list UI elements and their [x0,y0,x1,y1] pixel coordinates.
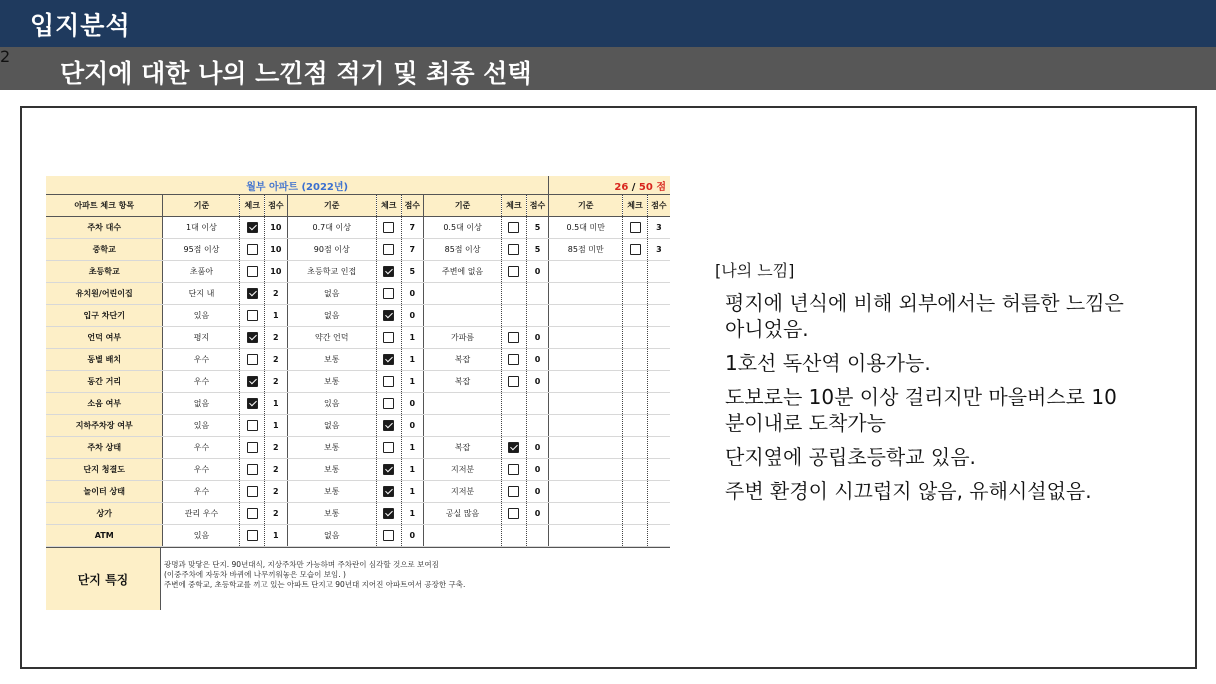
checkbox-unchecked[interactable] [630,244,641,255]
checkbox-unchecked[interactable] [247,266,258,277]
score-cell: 0 [401,525,424,547]
score-cell: 0 [401,283,424,305]
score-cell: 0 [526,481,549,503]
check-cell [623,393,648,415]
check-cell [623,525,648,547]
check-cell [240,371,265,393]
score-cell: 1 [401,437,424,459]
score-cell [526,305,549,327]
score-cell: 2 [265,503,288,525]
checkbox-checked[interactable] [383,310,394,321]
criteria-cell [549,371,623,393]
score-cell: 5 [526,217,549,239]
checkbox-unchecked[interactable] [383,376,394,387]
note-item: 1호선 독산역 이용가능. [725,351,931,375]
features-line: 광명과 맞닿은 단지. 90년대식, 지상주차만 가능하며 주차란이 심각할 것으로 보여짐 [164,560,439,569]
criteria-cell: 단지 내 [163,283,240,305]
score-total: 50 [638,181,653,193]
row-label: ATM [46,525,163,547]
criteria-cell [549,305,623,327]
sheet-title-row [46,176,670,195]
checkbox-checked[interactable] [383,420,394,431]
criteria-cell: 복잡 [424,349,502,371]
check-cell [623,327,648,349]
criteria-cell: 90점 이상 [287,239,376,261]
checkbox-unchecked[interactable] [247,310,258,321]
column-header: 점수 [265,195,288,217]
score-cell [647,503,670,525]
criteria-cell: 관리 우수 [163,503,240,525]
check-cell [623,371,648,393]
checkbox-unchecked[interactable] [630,222,641,233]
score-cell [647,327,670,349]
score-cell: 3 [647,239,670,261]
criteria-cell [424,525,502,547]
criteria-cell: 없음 [287,415,376,437]
criteria-cell: 약간 언덕 [287,327,376,349]
score-cell: 0 [526,349,549,371]
check-cell [376,415,401,437]
criteria-cell [549,261,623,283]
criteria-cell: 보통 [287,503,376,525]
check-cell [502,349,527,371]
criteria-cell [424,393,502,415]
score-cell: 0 [526,459,549,481]
criteria-cell: 0.5대 미만 [549,217,623,239]
criteria-cell: 보통 [287,371,376,393]
score-unit: 점 [656,181,666,193]
column-header: 점수 [647,195,670,217]
check-cell [376,525,401,547]
check-cell [240,327,265,349]
score-cell: 0 [526,371,549,393]
criteria-cell: 85점 이상 [424,239,502,261]
score-cell: 0 [401,305,424,327]
checkbox-checked[interactable] [383,508,394,519]
checkbox-checked[interactable] [383,464,394,475]
checkbox-checked[interactable] [383,354,394,365]
checkbox-unchecked[interactable] [508,464,519,475]
criteria-cell: 0.7대 이상 [287,217,376,239]
check-cell [376,261,401,283]
score-value: 26 [614,181,629,193]
check-cell [376,437,401,459]
checkbox-checked[interactable] [247,288,258,299]
page-title: 입지분석 [30,11,131,40]
column-header: 체크 [502,195,527,217]
table-row [46,349,670,371]
check-cell [502,305,527,327]
note-item: 단지옆에 공립초등학교 있음. [725,445,976,469]
row-label: 동별 배치 [46,349,163,371]
check-cell [240,283,265,305]
notes-heading: [나의 느낌] [715,261,795,280]
criteria-cell: 주변에 없음 [424,261,502,283]
criteria-cell: 보통 [287,437,376,459]
row-label: 동간 거리 [46,371,163,393]
checkbox-unchecked[interactable] [508,486,519,497]
check-cell [240,393,265,415]
section-title: 단지에 대한 나의 느낀점 적기 및 최종 선택 [60,59,532,88]
check-cell [502,393,527,415]
checkbox-unchecked[interactable] [383,222,394,233]
checkbox-unchecked[interactable] [247,508,258,519]
checkbox-unchecked[interactable] [247,464,258,475]
checkbox-unchecked[interactable] [508,354,519,365]
check-cell [502,415,527,437]
checkbox-unchecked[interactable] [247,244,258,255]
check-cell [502,261,527,283]
check-cell [502,239,527,261]
column-header: 체크 [376,195,401,217]
column-header: 기준 [424,195,502,217]
check-cell [502,283,527,305]
check-cell [240,481,265,503]
criteria-cell: 가파름 [424,327,502,349]
check-cell [376,305,401,327]
check-cell [240,349,265,371]
score-cell: 0 [526,327,549,349]
score-cell: 1 [265,393,288,415]
row-label: 주차 대수 [46,217,163,239]
score-cell [647,459,670,481]
check-cell [376,393,401,415]
check-cell [502,481,527,503]
criteria-cell: 초등학교 인접 [287,261,376,283]
score-cell: 2 [265,283,288,305]
criteria-cell: 보통 [287,349,376,371]
checkbox-unchecked[interactable] [247,486,258,497]
table-row [46,305,670,327]
score-cell [526,415,549,437]
check-cell [623,349,648,371]
criteria-cell [549,459,623,481]
notes-panel [715,258,1125,512]
table-row [46,459,670,481]
checkbox-unchecked[interactable] [247,530,258,541]
checkbox-unchecked[interactable] [383,442,394,453]
table-row [46,261,670,283]
check-cell [623,459,648,481]
criteria-cell: 95점 이상 [163,239,240,261]
table-row [46,283,670,305]
check-cell [240,415,265,437]
column-header: 점수 [401,195,424,217]
score-cell: 7 [401,239,424,261]
score-cell [647,283,670,305]
row-label: 중학교 [46,239,163,261]
score-cell: 1 [265,415,288,437]
column-header-row [46,195,670,217]
criteria-cell: 우수 [163,437,240,459]
column-header: 기준 [549,195,623,217]
score-cell [647,371,670,393]
table-row [46,217,670,239]
check-cell [623,261,648,283]
check-cell [240,261,265,283]
score-cell: 10 [265,239,288,261]
check-cell [240,305,265,327]
column-header: 기준 [287,195,376,217]
criteria-cell: 지저분 [424,459,502,481]
checkbox-unchecked[interactable] [247,354,258,365]
checkbox-unchecked[interactable] [383,244,394,255]
check-cell [376,481,401,503]
column-header: 아파트 체크 항목 [46,195,163,217]
criteria-cell: 없음 [287,283,376,305]
check-cell [376,217,401,239]
row-label: 언덕 여부 [46,327,163,349]
score-cell: 2 [265,437,288,459]
criteria-cell [424,305,502,327]
checkbox-unchecked[interactable] [508,332,519,343]
score-cell: 0 [526,437,549,459]
score-cell [647,481,670,503]
checkbox-unchecked[interactable] [247,420,258,431]
column-header: 기준 [163,195,240,217]
criteria-cell: 복잡 [424,437,502,459]
criteria-cell: 초품아 [163,261,240,283]
note-item: 주변 환경이 시끄럽지 않음, 유해시설없음. [725,479,1092,503]
row-label: 지하주차장 여부 [46,415,163,437]
table-row [46,481,670,503]
check-cell [376,503,401,525]
checkbox-unchecked[interactable] [508,244,519,255]
criteria-cell [549,415,623,437]
score-cell [647,393,670,415]
check-cell [623,415,648,437]
row-label: 입구 차단기 [46,305,163,327]
features-label: 단지 특징 [46,548,161,610]
score-cell [526,283,549,305]
checkbox-unchecked[interactable] [508,508,519,519]
check-cell [502,437,527,459]
score-cell: 1 [265,525,288,547]
criteria-cell [424,283,502,305]
column-header: 점수 [526,195,549,217]
checkbox-unchecked[interactable] [508,266,519,277]
score-cell: 0 [526,503,549,525]
score-cell [526,525,549,547]
score-cell [526,393,549,415]
check-cell [502,327,527,349]
checkbox-checked[interactable] [247,398,258,409]
criteria-cell: 없음 [287,525,376,547]
table-row [46,437,670,459]
criteria-cell: 0.5대 이상 [424,217,502,239]
criteria-cell [549,327,623,349]
score-cell: 1 [401,459,424,481]
criteria-cell [549,503,623,525]
criteria-cell: 우수 [163,459,240,481]
row-label: 상가 [46,503,163,525]
criteria-cell: 지저분 [424,481,502,503]
score-cell [647,349,670,371]
criteria-cell: 복잡 [424,371,502,393]
criteria-cell [549,525,623,547]
checkbox-checked[interactable] [247,222,258,233]
check-cell [240,459,265,481]
total-score [549,176,670,195]
score-cell: 2 [265,481,288,503]
criteria-cell [424,415,502,437]
criteria-cell: 우수 [163,349,240,371]
row-label: 주차 상태 [46,437,163,459]
criteria-cell: 85점 미만 [549,239,623,261]
table-row [46,503,670,525]
score-cell: 2 [265,459,288,481]
criteria-cell: 우수 [163,481,240,503]
score-cell: 1 [401,371,424,393]
checklist-table [46,176,670,547]
score-cell [647,525,670,547]
score-cell: 3 [647,217,670,239]
column-header: 체크 [240,195,265,217]
check-cell [502,525,527,547]
score-cell: 0 [401,393,424,415]
checkbox-checked[interactable] [508,442,519,453]
check-cell [376,239,401,261]
score-cell: 2 [265,327,288,349]
criteria-cell: 보통 [287,459,376,481]
criteria-cell [549,437,623,459]
check-cell [376,349,401,371]
features-line: 주변에 중학교, 초등학교를 끼고 있는 아파트 단지고 90년대 지어진 아파트여서 공장한 구축. [164,580,466,589]
check-cell [240,437,265,459]
criteria-cell: 없음 [287,305,376,327]
criteria-cell [549,283,623,305]
check-cell [623,481,648,503]
check-cell [623,283,648,305]
check-cell [502,371,527,393]
row-label: 초등학교 [46,261,163,283]
section-number: 2 [0,47,11,66]
criteria-cell: 우수 [163,371,240,393]
check-cell [502,503,527,525]
note-item: 도보로는 10분 이상 걸리지만 마을버스로 10분이내로 도착가능 [725,385,1117,435]
table-row [46,415,670,437]
checkbox-unchecked[interactable] [508,222,519,233]
check-cell [240,217,265,239]
top-header-bar [0,0,1216,47]
check-cell [240,239,265,261]
checkbox-checked[interactable] [247,332,258,343]
score-cell [647,305,670,327]
checkbox-unchecked[interactable] [383,332,394,343]
table-row [46,525,670,547]
checkbox-unchecked[interactable] [383,398,394,409]
criteria-cell [549,349,623,371]
criteria-cell: 있음 [163,525,240,547]
score-cell: 0 [526,261,549,283]
check-cell [376,283,401,305]
score-cell: 7 [401,217,424,239]
table-row [46,393,670,415]
score-cell: 1 [401,481,424,503]
score-cell [647,437,670,459]
score-cell: 1 [401,349,424,371]
check-cell [376,327,401,349]
check-cell [502,217,527,239]
check-cell [240,525,265,547]
check-cell [376,371,401,393]
table-row [46,371,670,393]
criteria-cell: 보통 [287,481,376,503]
features-block [46,547,670,610]
score-cell: 10 [265,217,288,239]
criteria-cell: 공실 많음 [424,503,502,525]
row-label: 놀이터 상태 [46,481,163,503]
checkbox-unchecked[interactable] [508,376,519,387]
score-cell: 1 [401,327,424,349]
score-cell: 1 [401,503,424,525]
score-cell [647,415,670,437]
score-cell: 2 [265,349,288,371]
check-cell [240,503,265,525]
checkbox-checked[interactable] [247,376,258,387]
table-row [46,239,670,261]
score-cell: 5 [401,261,424,283]
score-cell: 2 [265,371,288,393]
criteria-cell [549,393,623,415]
check-cell [623,503,648,525]
criteria-cell: 있음 [163,305,240,327]
column-header: 체크 [623,195,648,217]
check-cell [623,217,648,239]
checkbox-unchecked[interactable] [383,530,394,541]
criteria-cell [549,481,623,503]
score-cell: 0 [401,415,424,437]
check-cell [623,437,648,459]
criteria-cell: 평지 [163,327,240,349]
table-row [46,327,670,349]
check-cell [376,459,401,481]
criteria-cell: 있음 [287,393,376,415]
row-label: 단지 청결도 [46,459,163,481]
sheet-title: 월부 아파트 (2022년) [46,176,549,195]
checkbox-checked[interactable] [383,266,394,277]
row-label: 소음 여부 [46,393,163,415]
score-cell: 10 [265,261,288,283]
score-cell: 5 [526,239,549,261]
note-item: 평지에 년식에 비해 외부에서는 허름한 느낌은 아니었음. [725,291,1124,341]
criteria-cell: 있음 [163,415,240,437]
criteria-cell: 1대 이상 [163,217,240,239]
checkbox-checked[interactable] [383,486,394,497]
row-label: 유치원/어린이집 [46,283,163,305]
check-cell [623,305,648,327]
check-cell [502,459,527,481]
features-text [164,560,465,590]
score-cell [647,261,670,283]
criteria-cell: 없음 [163,393,240,415]
checkbox-unchecked[interactable] [247,442,258,453]
checklist-sheet [46,176,670,610]
checkbox-unchecked[interactable] [383,288,394,299]
features-line: (이중주차에 자동차 바퀴에 나무끼워놓은 모습이 보임. ) [164,570,346,579]
score-cell: 1 [265,305,288,327]
score-separator: / [628,181,639,193]
check-cell [623,239,648,261]
